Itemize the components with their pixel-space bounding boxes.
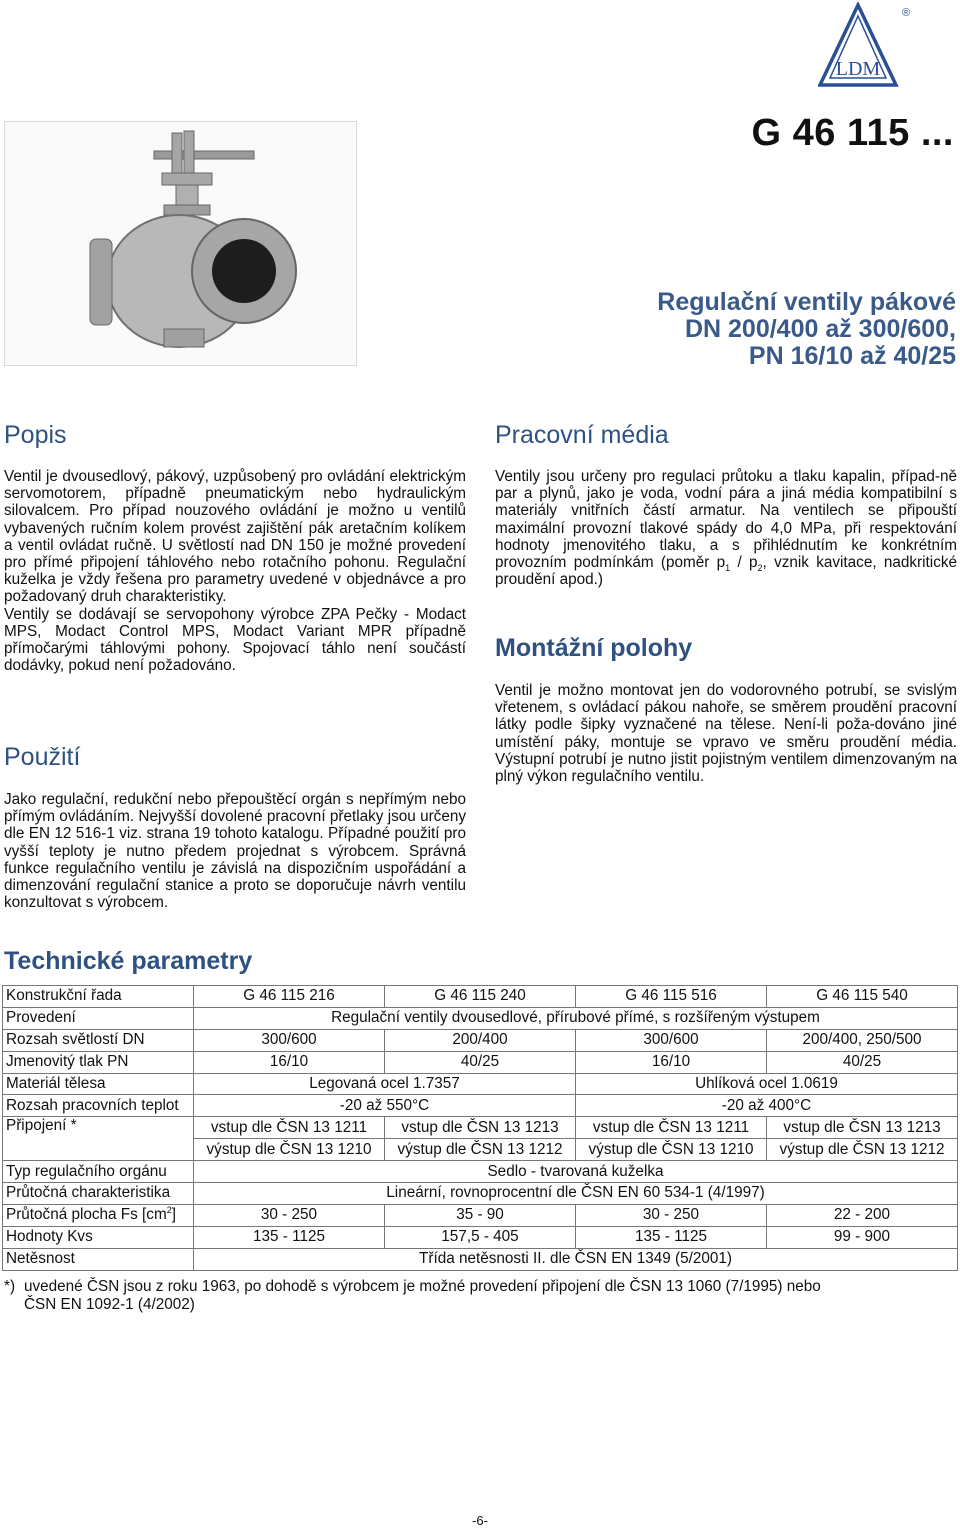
table-cell: 40/25	[767, 1051, 958, 1073]
table-row	[3, 1248, 958, 1270]
table-cell: G 46 115 516	[576, 986, 767, 1008]
table-cell: výstup dle ČSN 13 1210	[576, 1139, 767, 1161]
media-sub-1: 1	[725, 563, 731, 574]
table-cell: 22 - 200	[767, 1204, 958, 1226]
row-label: Rozsah pracovních teplot	[3, 1095, 194, 1117]
table-cell: G 46 115 540	[767, 986, 958, 1008]
table-cell: 200/400	[385, 1029, 576, 1051]
table-row	[3, 1029, 958, 1051]
table-cell: výstup dle ČSN 13 1212	[385, 1139, 576, 1161]
ldm-logo-mark	[818, 2, 958, 88]
row-label: Konstrukční řada	[3, 986, 194, 1008]
table-cell: výstup dle ČSN 13 1212	[767, 1139, 958, 1161]
table-cell: 157,5 - 405	[385, 1226, 576, 1248]
footnote-text-1: uvedené ČSN jsou z roku 1963, po dohodě s výrobcem je možné provedení připojení dle ČSN 13 1060 (7/1995) nebo	[24, 1278, 821, 1295]
heading-pracovni-media: Pracovní média	[495, 421, 669, 449]
row-label: Připojení *	[3, 1117, 194, 1161]
popis-text	[4, 468, 466, 674]
media-text-1: Ventily jsou určeny pro regulaci průtoku a tlaku kapalin, případ-ně par a plynů, jako je voda, vodní pára a jiná média kompatibilní s materiály vnitřních částí armatur. Na ventilech se připouští maximální provozní tlakové spády do 4,0 MPa, při respektování hodnoty jmenovitého tlaku, a s přihlédnutím ke konkrétním provozním podmínkám (poměr p	[495, 468, 957, 572]
table-cell: vstup dle ČSN 13 1213	[767, 1117, 958, 1139]
table-cell: 35 - 90	[385, 1204, 576, 1226]
table-row	[3, 1007, 958, 1029]
table-cell: 40/25	[385, 1051, 576, 1073]
row-label: Jmenovitý tlak PN	[3, 1051, 194, 1073]
table-cell: výstup dle ČSN 13 1210	[194, 1139, 385, 1161]
row-label: Typ regulačního orgánu	[3, 1161, 194, 1183]
valve-illustration	[4, 121, 357, 366]
ldm-logo	[818, 2, 958, 88]
footnote-line-1	[4, 1278, 958, 1296]
table-cell: vstup dle ČSN 13 1211	[194, 1117, 385, 1139]
model-title: G 46 115 ...	[751, 112, 954, 154]
table-row	[3, 1161, 958, 1183]
media-sub-2: 2	[757, 563, 763, 574]
row-label: Hodnoty Kvs	[3, 1226, 194, 1248]
table-row	[3, 1073, 958, 1095]
table-cell: Uhlíková ocel 1.0619	[576, 1073, 958, 1095]
subtitle-line-1: Regulační ventily pákové	[657, 288, 956, 316]
row-label: Materiál tělesa	[3, 1073, 194, 1095]
popis-paragraph-2: Ventily se dodávají se servopohony výrobce ZPA Pečky - Modact MPS, Modact Control MPS, Modact Variant MPR případně přímočarými táhlovými pohony. Spojovací táhlo není součástí dodávky, pokud není požadováno.	[4, 605, 466, 675]
table-cell: Legovaná ocel 1.7357	[194, 1073, 576, 1095]
row-label	[3, 1204, 194, 1226]
footnote-text-2: ČSN EN 1092-1 (4/2002)	[24, 1295, 195, 1313]
table-cell: Regulační ventily dvousedlové, přírubové přímé, s rozšířeným výstupem	[194, 1007, 958, 1029]
table-row	[3, 1226, 958, 1248]
row-label: Netěsnost	[3, 1248, 194, 1270]
pouziti-paragraph: Jako regulační, redukční nebo přepouštěcí orgán s nepřímým nebo přímým ovládáním. Nejvyšší dovolené pracovní přetlaky jsou určeny dle EN 12 516-1 viz. strana 19 tohoto katalogu. Případné použití pro vyšší teploty je nutno předem projednat s výrobcem. Správná funkce regulačního ventilu je závislá na dispozičním uspořádání a dimenzování regulační stanice a proto se doporučuje návrh ventilu konzultovat s výrobcem.	[4, 791, 466, 912]
registered-mark: ®	[902, 7, 911, 19]
label-text-end: ]	[171, 1206, 176, 1224]
table-cell: Sedlo - tvarovaná kuželka	[194, 1161, 958, 1183]
table-cell: G 46 115 240	[385, 986, 576, 1008]
table-cell: 135 - 1125	[576, 1226, 767, 1248]
table-cell: 300/600	[576, 1029, 767, 1051]
row-label: Rozsah světlostí DN	[3, 1029, 194, 1051]
media-text-2: / p	[730, 554, 758, 572]
media-paragraph	[495, 468, 957, 588]
table-cell: 30 - 250	[576, 1204, 767, 1226]
table-row	[3, 986, 958, 1008]
table-cell: Třída netěsnosti II. dle ČSN EN 1349 (5/2001)	[194, 1248, 958, 1270]
table-cell: 99 - 900	[767, 1226, 958, 1248]
table-cell: 16/10	[576, 1051, 767, 1073]
table-row	[3, 1204, 958, 1226]
table-cell: vstup dle ČSN 13 1211	[576, 1117, 767, 1139]
subtitle-line-3: PN 16/10 až 40/25	[748, 342, 956, 370]
label-text: Průtočná plocha Fs [cm	[6, 1206, 167, 1224]
table-row	[3, 1095, 958, 1117]
table-cell: vstup dle ČSN 13 1213	[385, 1117, 576, 1139]
parameters-table	[2, 985, 958, 1271]
table-cell: G 46 115 216	[194, 986, 385, 1008]
table-cell: -20 až 400°C	[576, 1095, 958, 1117]
heading-popis: Popis	[4, 421, 67, 449]
heading-pouziti: Použití	[4, 743, 81, 771]
table-cell: Lineární, rovnoprocentní dle ČSN EN 60 534-1 (4/1997)	[194, 1183, 958, 1205]
label-superscript: 2	[166, 1205, 172, 1216]
page-number: -6-	[472, 1513, 488, 1528]
popis-paragraph-1: Ventil je dvousedlový, pákový, uzpůsobený pro ovládání elektrickým servomotorem, případně pneumatickým nebo hydraulickým silovalcem. Pro případ nouzového ovládání je možno u ventilů vybavených ručním kolem provést zajištění pák aretačním kolíkem a ventil ovládat ručně. U světlostí nad DN 150 je možné provedení pro přímé připojení táhlového nebo rotačního pohonu. Regulační kuželka je vždy řešena pro parametry uvedené v objednávce a pro požadovaný druh charakteristiky.	[4, 468, 466, 606]
product-subtitle	[560, 289, 956, 370]
logo-text: LDM	[835, 58, 881, 80]
montaz-paragraph: Ventil je možno montovat jen do vodorovného potrubí, se svislým vřetenem, s ovládací pákou nahoře, se směrem proudění pracovní látky podle šipky vyznačené na tělese. Není-li poža-dováno jiné umístění páky, montuje se vpravo ve směru proudění média. Výstupní potrubí je nutno jistit pojistným ventilem dimenzovaným na plný výkon regulačního ventilu.	[495, 682, 957, 786]
table-cell: 200/400, 250/500	[767, 1029, 958, 1051]
table-row	[3, 1183, 958, 1205]
heading-technicke-parametry: Technické parametry	[4, 947, 253, 975]
heading-montazni-polohy: Montážní polohy	[495, 634, 693, 662]
table-cell: 300/600	[194, 1029, 385, 1051]
table-cell: -20 až 550°C	[194, 1095, 576, 1117]
table-cell: 135 - 1125	[194, 1226, 385, 1248]
table-cell: 30 - 250	[194, 1204, 385, 1226]
footnote	[4, 1278, 958, 1313]
row-label: Provedení	[3, 1007, 194, 1029]
product-photo	[4, 121, 357, 366]
footnote-marker: *)	[4, 1278, 16, 1295]
table-cell: 16/10	[194, 1051, 385, 1073]
row-label: Průtočná charakteristika	[3, 1183, 194, 1205]
media-text-3: , vznik kavitace, nadkritické proudění apod.)	[495, 554, 957, 589]
table-row	[3, 1117, 958, 1139]
table-row	[3, 1051, 958, 1073]
subtitle-line-2: DN 200/400 až 300/600,	[684, 315, 956, 343]
